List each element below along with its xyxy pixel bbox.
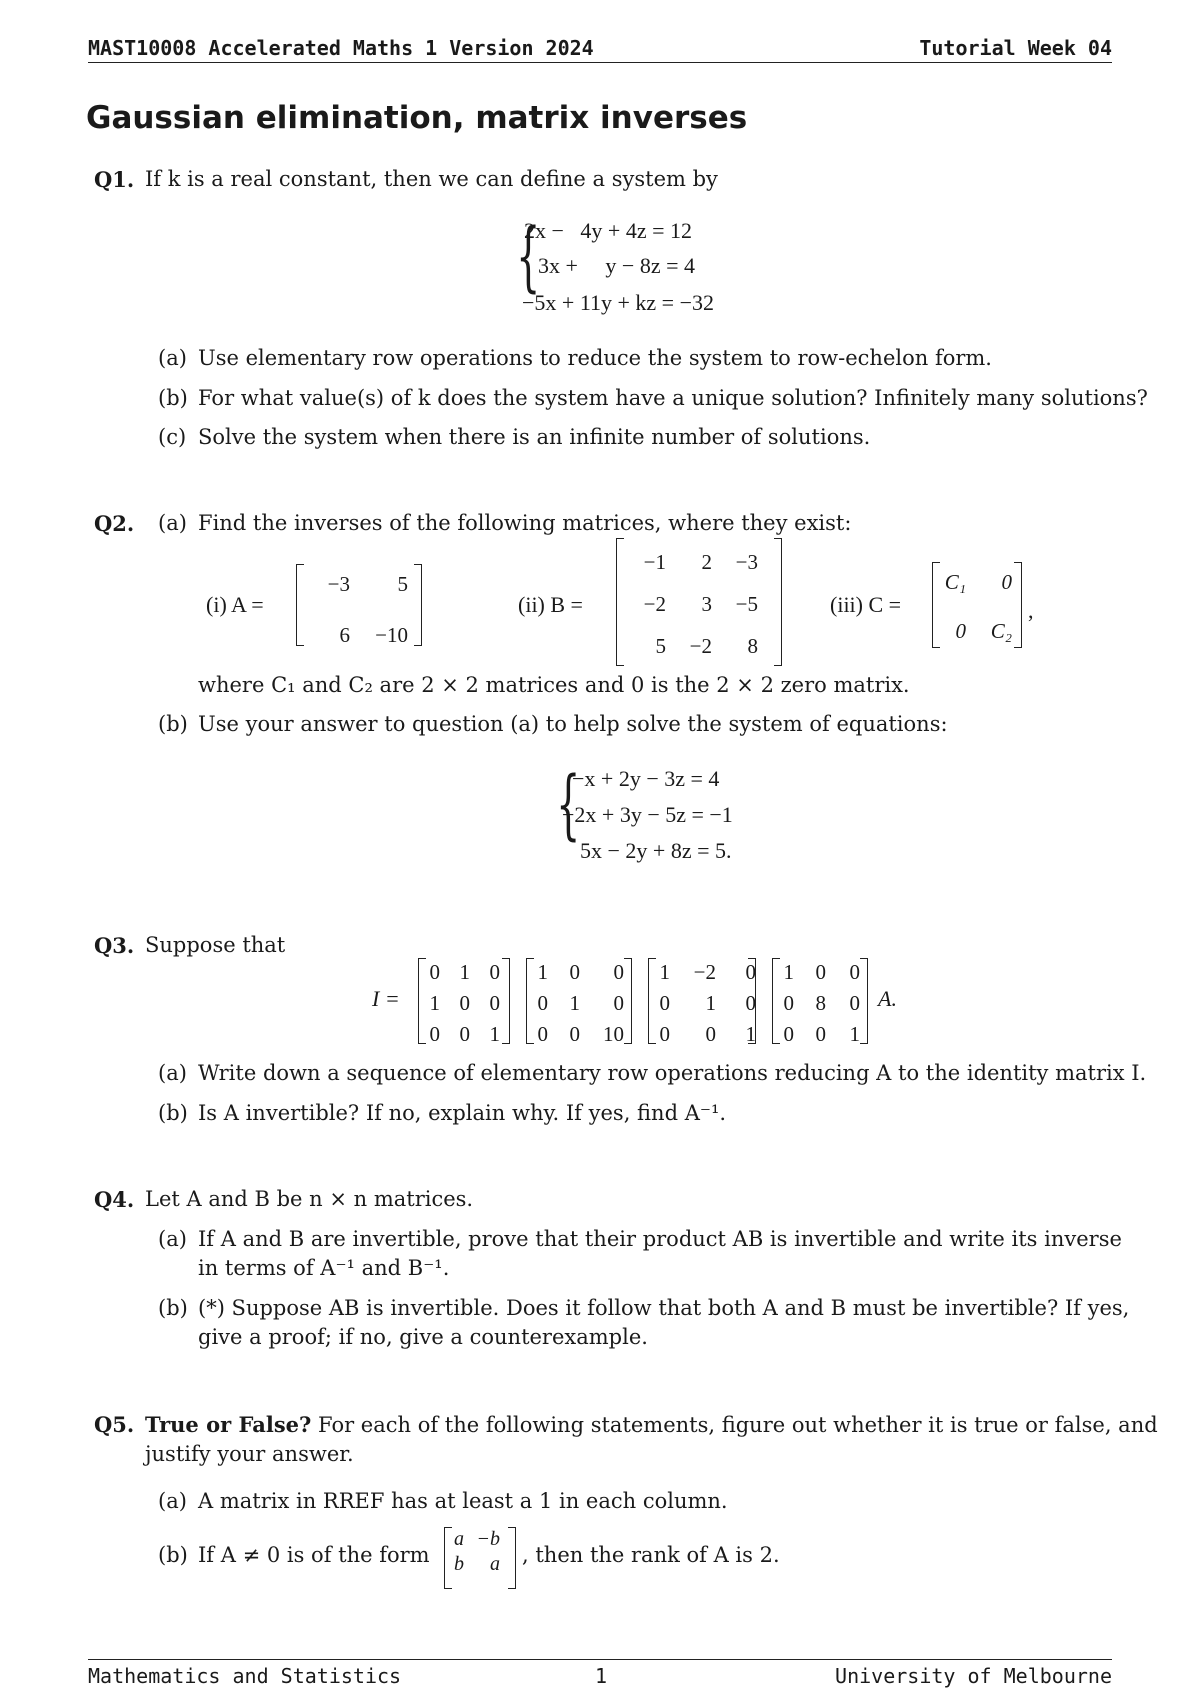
q4-part-a-label: (a)	[158, 1227, 187, 1251]
matrix-1-entry: 1	[429, 991, 440, 1015]
q2-part-b-label: (b)	[158, 712, 188, 736]
q1-part-b: For what value(s) of k does the system have a unique solution? Infinitely many solutions?	[198, 386, 1148, 410]
q3-part-a: Write down a sequence of elementary row operations reducing A to the identity matrix I.	[198, 1061, 1147, 1085]
matrix-3-entry: 0	[705, 1022, 716, 1046]
matrix-m-entry: a	[490, 1553, 500, 1575]
matrix-c-entry: C₂	[990, 619, 1012, 643]
matrix-1-entry: 0	[489, 960, 500, 984]
matrix-4-entry: 0	[783, 1022, 794, 1046]
matrix-1-entry: 0	[429, 960, 440, 984]
q2-system-brace: {	[556, 759, 581, 848]
matrix-4-right-bracket	[860, 958, 868, 1044]
matrix-1	[420, 960, 500, 1047]
matrix-c	[934, 570, 1012, 644]
matrix-3-entry: 0	[659, 1022, 670, 1046]
matrix-c-entry: C₁	[944, 570, 966, 594]
matrix-1-right-bracket	[502, 958, 510, 1044]
matrix-a-entry: −3	[327, 572, 350, 596]
matrix-1-entry: 0	[429, 1022, 440, 1046]
q4-part-a-line2: in terms of A⁻¹ and B⁻¹.	[198, 1256, 450, 1280]
q1-part-c: Solve the system when there is an infinite number of solutions.	[198, 425, 871, 449]
matrix-2-entry: 0	[569, 960, 580, 984]
q5-part-a-label: (a)	[158, 1489, 187, 1513]
q3-rhs: A.	[878, 986, 897, 1011]
q4-part-b-label: (b)	[158, 1296, 188, 1320]
matrix-2-entry: 10	[603, 1022, 624, 1046]
q2-part-a-label: (a)	[158, 511, 187, 535]
q1-part-a: Use elementary row operations to reduce the system to row-echelon form.	[198, 346, 992, 370]
matrix-3-right-bracket	[748, 958, 756, 1044]
q1-part-c-label: (c)	[158, 425, 187, 449]
header-rule	[88, 62, 1112, 63]
matrix-2-entry: 0	[613, 960, 624, 984]
q4-intro: Let A and B be n × n matrices.	[145, 1187, 474, 1211]
q1-eq-3: −5x + 11y + kz = −32	[522, 290, 714, 315]
matrix-m-entry: a	[454, 1528, 464, 1550]
matrix-4-entry: 0	[815, 960, 826, 984]
matrix-3-entry: 1	[659, 960, 670, 984]
matrix-a-entry: −10	[375, 623, 408, 647]
matrix-2-entry: 1	[537, 960, 548, 984]
q3-part-a-label: (a)	[158, 1061, 187, 1085]
matrix-c-comma: ,	[1028, 598, 1034, 623]
matrix-3-entry: 0	[745, 960, 756, 984]
q5-part-b-pre: If A ≠ 0 is of the form	[198, 1543, 430, 1567]
identity-lhs: I =	[372, 986, 400, 1011]
matrix-b-right-bracket	[774, 538, 782, 666]
q1-system-brace: {	[516, 211, 541, 300]
matrix-b-entry: −5	[735, 592, 758, 616]
q1-eq-1: 2x − 4y + 4z = 12	[524, 218, 692, 243]
matrix-1-entry: 0	[459, 1022, 470, 1046]
q3-intro: Suppose that	[145, 933, 286, 957]
matrix-4-entry: 0	[849, 960, 860, 984]
matrix-4-entry: 1	[783, 960, 794, 984]
q2-eq-3: 5x − 2y + 8z = 5.	[580, 838, 732, 863]
matrix-b	[620, 550, 758, 659]
matrix-1-entry: 1	[459, 960, 470, 984]
q2-eq-2: −2x + 3y − 5z = −1	[562, 802, 733, 827]
matrix-m-right-bracket	[508, 1527, 516, 1589]
matrix-m-entry: b	[454, 1553, 464, 1575]
header-week: Tutorial Week 04	[919, 36, 1112, 60]
matrix-a-right-bracket	[414, 564, 422, 646]
matrix-3-entry: −2	[693, 960, 716, 984]
q5-intro-text: For each of the following statements, figure out whether it is true or false, and	[318, 1413, 1158, 1437]
q5-intro-line1	[145, 1412, 1158, 1437]
matrix-4	[774, 960, 860, 1047]
q5-label: Q5.	[94, 1412, 135, 1437]
q5-bold-prefix: True or False?	[145, 1412, 312, 1437]
matrix-1-entry: 1	[489, 1022, 500, 1046]
q2-part-b: Use your answer to question (a) to help solve the system of equations:	[198, 712, 948, 736]
q4-part-b-line1: (*) Suppose AB is invertible. Does it follow that both A and B must be invertible? If yes,	[198, 1296, 1130, 1320]
footer-rule	[88, 1659, 1112, 1660]
matrix-1-entry: 0	[489, 991, 500, 1015]
matrix-3	[650, 960, 756, 1047]
matrix-2-entry: 1	[569, 991, 580, 1015]
matrix-2-entry: 0	[613, 991, 624, 1015]
matrix-4-entry: 0	[783, 991, 794, 1015]
matrix-3-entry: 1	[745, 1022, 756, 1046]
page-number: 1	[595, 1664, 608, 1688]
matrix-c-entry: 0	[955, 619, 966, 643]
q2-label: Q2.	[94, 511, 135, 536]
matrix-a-entry: 6	[339, 623, 350, 647]
q1-intro: If k is a real constant, then we can define a system by	[145, 167, 718, 191]
matrix-a-left-bracket	[296, 564, 304, 646]
matrix-b-entry: −1	[643, 550, 666, 574]
matrix-2-entry: 0	[537, 1022, 548, 1046]
matrix-3-entry: 0	[659, 991, 670, 1015]
q1-label: Q1.	[94, 167, 135, 192]
matrix-b-entry: −2	[643, 592, 666, 616]
matrix-1-entry: 0	[459, 991, 470, 1015]
header-course: MAST10008 Accelerated Maths 1 Version 2024	[88, 36, 594, 60]
matrix-b-entry: 8	[747, 634, 758, 658]
matrix-4-entry: 1	[849, 1022, 860, 1046]
q5-intro-line2: justify your answer.	[145, 1442, 354, 1466]
matrix-a-entry: 5	[397, 572, 408, 596]
page-title: Gaussian elimination, matrix inverses	[86, 100, 748, 136]
matrix-b-entry: −2	[689, 634, 712, 658]
q3-part-b: Is A invertible? If no, explain why. If yes, find A⁻¹.	[198, 1101, 727, 1125]
matrix-c-label: (iii) C =	[830, 592, 902, 617]
q5-part-b-label: (b)	[158, 1543, 188, 1567]
q2-part-a: Find the inverses of the following matrices, where they exist:	[198, 511, 852, 535]
matrix-m	[446, 1528, 500, 1576]
matrix-b-entry: 2	[701, 550, 712, 574]
matrix-2-right-bracket	[624, 958, 632, 1044]
matrix-2-entry: 0	[569, 1022, 580, 1046]
matrix-c-right-bracket	[1014, 562, 1022, 648]
matrix-3-entry: 0	[745, 991, 756, 1015]
matrix-4-entry: 0	[849, 991, 860, 1015]
matrix-b-label: (ii) B =	[518, 592, 583, 617]
matrix-b-entry: −3	[735, 550, 758, 574]
matrix-b-entry: 3	[701, 592, 712, 616]
q1-eq-2: 3x + y − 8z = 4	[538, 253, 695, 278]
q3-part-b-label: (b)	[158, 1101, 188, 1125]
q2-eq-1: −x + 2y − 3z = 4	[572, 766, 720, 791]
footer-left: Mathematics and Statistics	[88, 1664, 402, 1688]
matrix-2-entry: 0	[537, 991, 548, 1015]
matrix-c-entry: 0	[1001, 570, 1012, 594]
matrix-a-label: (i) A =	[206, 592, 264, 617]
q4-label: Q4.	[94, 1187, 135, 1212]
q5-part-a: A matrix in RREF has at least a 1 in each column.	[198, 1489, 728, 1513]
matrix-m-entry: −b	[476, 1528, 500, 1550]
q4-part-b-line2: give a proof; if no, give a counterexample.	[198, 1325, 648, 1349]
q1-part-a-label: (a)	[158, 346, 187, 370]
footer-right: University of Melbourne	[835, 1664, 1112, 1688]
q5-part-b-post: , then the rank of A is 2.	[522, 1543, 780, 1567]
q3-label: Q3.	[94, 933, 135, 958]
q2-where: where C₁ and C₂ are 2 × 2 matrices and 0 is the 2 × 2 zero matrix.	[198, 673, 910, 697]
matrix-4-entry: 8	[815, 991, 826, 1015]
q1-part-b-label: (b)	[158, 386, 188, 410]
matrix-3-entry: 1	[705, 991, 716, 1015]
q4-part-a-line1: If A and B are invertible, prove that their product AB is invertible and write its inverse	[198, 1227, 1122, 1251]
matrix-b-entry: 5	[655, 634, 666, 658]
matrix-2	[528, 960, 624, 1047]
matrix-4-entry: 0	[815, 1022, 826, 1046]
matrix-a	[310, 572, 408, 648]
